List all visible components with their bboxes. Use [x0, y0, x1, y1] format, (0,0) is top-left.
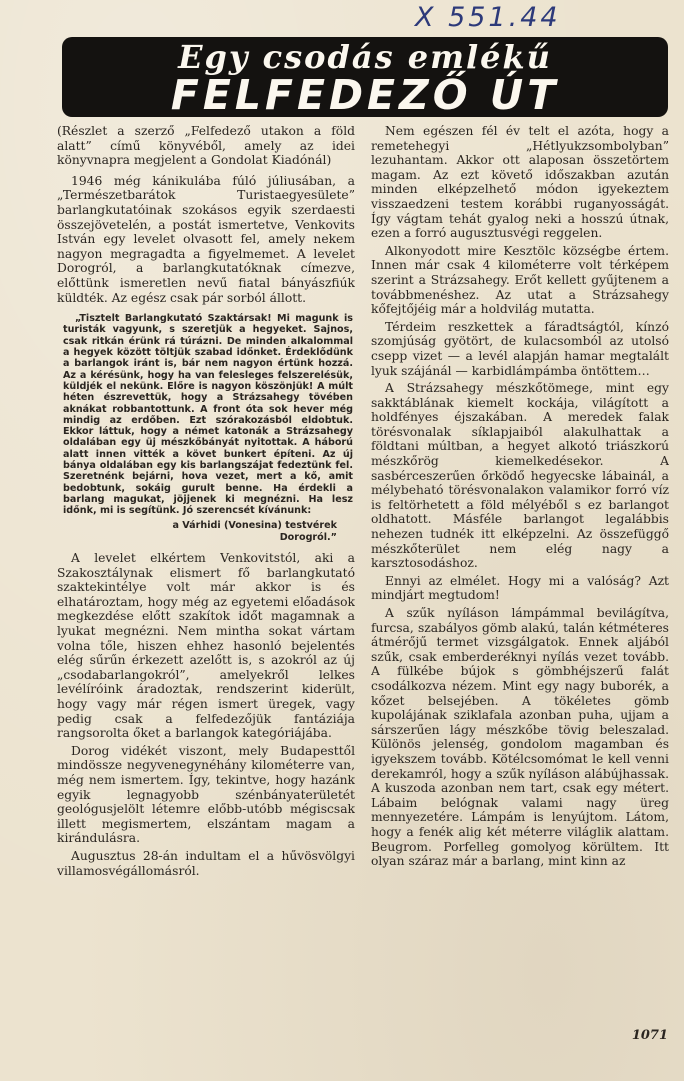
article-intro: (Részlet a szerző „Felfedező utakon a föld alatt” című könyvéből, amely az idei könyvnapra megjelent a Gondolat Kiadónál): [57, 124, 355, 168]
page-number: 1071: [631, 1028, 668, 1043]
title-line-1: Egy csodás emlékű: [178, 38, 552, 76]
left-column: [57, 124, 355, 1024]
paragraph: Alkonyodott mire Kesztölc községbe értem. Innen már csak 4 kilométerre volt térképem szerint a Strázsahegy. Erőt kellett gyűjtenem a továbbmenéshez. Az utat a Strázsahegy kőfejtőjéig már a holdvilág mutatta.: [371, 243, 669, 317]
paragraph: Térdeim reszkettek a fáradtságtól, kínzó szomjúság gyötört, de kulacsomból az utolsó csepp vizet — a levél alapján hamar megtalált lyuk szájánál — karbidlámpámba öntöttem…: [371, 319, 669, 378]
letter-signature-2: Dorogról.”: [279, 531, 337, 543]
paragraph: Augusztus 28-án indultam el a hűvösvölgyi villamosvégállomásról.: [57, 848, 355, 878]
paragraph: Nem egészen fél év telt el azóta, hogy a remetehegyi „Hétlyukzsombolyban” lezuhantam. Akkor ott alaposan összetörtem magam. Az ezt követő időszakban azután minden elképzelhető módon igyekeztem visszaedzeni testem korábbi ruganyosságát. Így vágtam tehát gyalog neki a hosszú útnak, ezen a forró augusztusvégi reggelen.: [371, 124, 669, 241]
paragraph: A levelet elkértem Venkovitstól, aki a Szakosztálynak elismert fő barlangkutató szaktekintélye volt már akkor is és elhatároztam, hogy még az egyetemi előadások megkezdése előtt szakítok időt magamnak a lyukat megnézni. Nem mintha sokat vártam volna tőle, hiszen ehhez hasonló bejelentés elég sűrűn érkezett azelőtt is, s azokról az új „csodabarlangokról”, amelyekről lelkes levélíróink áradoztak, rendszerint kiderült, hogy vagy már régen ismert üregek, vagy pedig csak a felfedezőjük fantáziája rangsorolta őket a barlangok kategóriájába.: [57, 551, 355, 741]
paragraph: 1946 még kánikulába fúló júliusában, a „Természetbarátok Turistaegyesülete” barlangkutatóinak szokásos egyik szerdaesti összejövetelén, a postát ismertetve, Venkovits István egy levelet olvasott fel, amely nekem nagyon megragadta a figyelmemet. A levelet Dorogról, a barlangkutatóknak címezve, előttünk ismeretlen nevű fiatal bányászfiúk küldték. Az egész csak pár sorból állott.: [57, 173, 355, 305]
archive-handwritten-mark: X 551.44: [415, 2, 561, 33]
paragraph: A szűk nyíláson lámpámmal bevilágítva, furcsa, szabályos gömb alakú, talán kétméteres átmérőjű termet vizsgálgatok. Ennek aljából szűk, csak emberderéknyi nyílás vezet tovább. A fülkébe bújok s gömbhéjszerű falát csodálkozva nézem. Mint egy nagy buborék, a kőzet belsejében. A tökéletes gömb kupolájának sziklafala azonban puha, ujjam a sárszerűen lágy mészkőbe tövig beleszalad. Különös jelenség, gondolom magamban és igyekszem tovább. Kötélcsomómat le kell venni derekamról, hogy a szűk nyíláson alábújhassak. A kuszoda azonban nem tart, csak egy métert. Lábaim belógnak valami nagy üreg mennyezetére. Lámpám is lenyújtom. Látom, hogy a fenék alig két méterre világlik alattam. Beugrom. Porfelleg gomolyog körültem. Itt olyan száraz már a barlang, mint kinn az: [371, 606, 669, 869]
article-title-banner: [62, 37, 668, 117]
quoted-letter: „Tisztelt Barlangkutató Szaktársak! Mi magunk is turisták vagyunk, s szeretjük a hegyeket. Sajnos, csak ritkán érünk rá túrázni. De minden alkalommal a hegyek között töltjük szabad időnket. Érdeklődünk a barlangok iránt is, bár nem nagyon értünk hozzá. Az a kérésünk, hogy ha van felesleges felszerelésük, küldjék el nekünk. Előre is nagyon köszönjük! A múlt héten észrevettük, hogy a Strázsahegy tövében aknákat robbantottunk. A front óta sok hever még mindig az erdőben. Ezt szórakozásból eldobtuk. Ekkor láttuk, hogy a német katonák a Strázsahegy oldalában egy üj mészkőbányát nyitottak. A háború alatt innen vitték a követ bunkert építeni. Az új bánya oldalában egy kis barlangszájat fedeztünk fel. Szeretnénk bejárni, hova vezet, mert a kő, amit bedobtunk, sokáig gurult benne. Ha érdekli a barlang magukat, jöjjenek ki megnézni. Ha lesz időnk, mi is segítünk. Jó szerencsét kívánunk:: [63, 313, 353, 517]
title-line-2: FELFEDEZŐ ÚT: [170, 71, 560, 117]
paragraph: Ennyi az elmélet. Hogy mi a valóság? Azt mindjárt megtudom!: [371, 573, 669, 603]
paragraph: Dorog vidékét viszont, mely Budapesttől mindössze negyvenegynéhány kilométerre van, még nem ismertem. Így, tekintve, hogy hazánk egyik legnagyobb szénbányaterületét geológusjelölt létemre előbb-utóbb mégiscsak illett megismertem, elszántam magam a kirándulásra.: [57, 743, 355, 846]
letter-signature-1: a Várhidi (Vonesina) testvérek: [172, 520, 337, 532]
paragraph: A Strázsahegy mészkőtömege, mint egy sakktáblának kiemelt kockája, világított a holdfényes éjszakában. A meredek falak törésvonalak síklapjaiból alakulhattak a földtani múltban, a hegyet alkotó triászkorú mészkőrög kiemelkedésekor. A sasbérceszerűen őrködő hegyecske lábainál, a mélybeható törésvonalakon valamikor forró víz is feltörhetett a föld mélyéből s ez barlangot oldhatott. Másféle barlangot legalábbis nehezen tudnék itt elképzelni. Az összefüggő mészkőterület nem elég nagy a karsztosodáshoz.: [371, 381, 669, 571]
right-column: [371, 124, 669, 1024]
